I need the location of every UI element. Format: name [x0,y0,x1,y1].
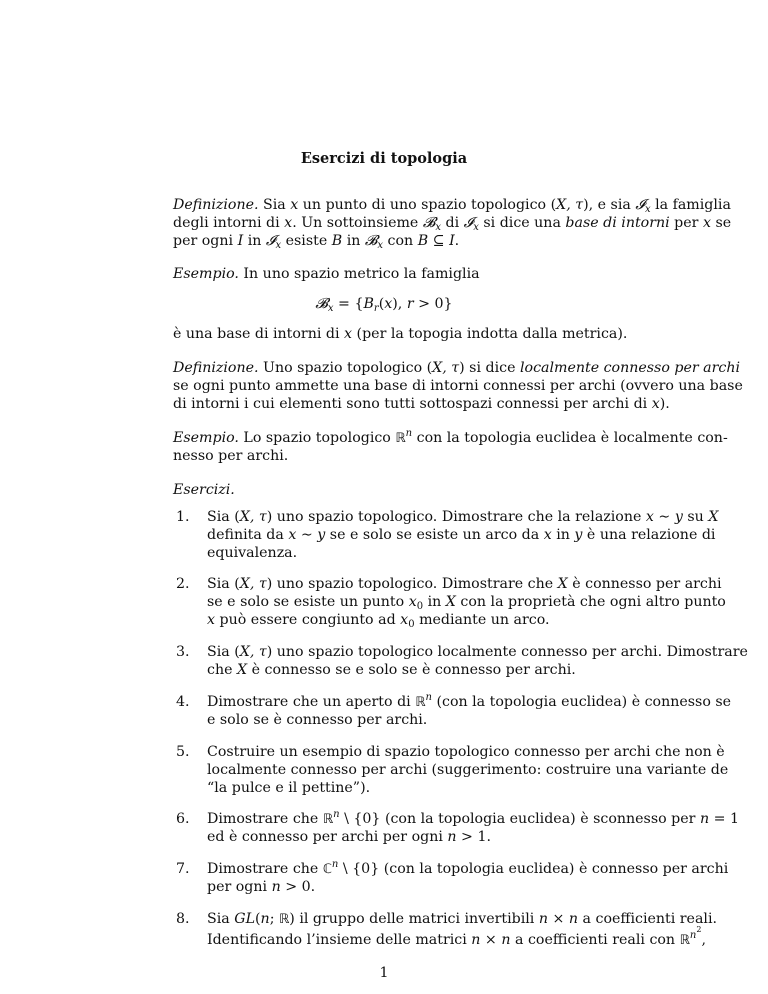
page-title: Esercizi di topologia [300,150,468,167]
exercise-1-line-3: equivalenza. [207,545,298,561]
exercise-4-line-1: Dimostrare che un aperto di ℝ$^n$ (con la topologia euclidea) è connesso se [207,692,732,710]
exercise-5-line-3: “la pulce e il pettine”). [207,780,371,796]
exercise-1-line-2: definita da x ∼ y se e solo se esiste un arco da x in y è una relazione di [207,527,716,543]
exercise-number: 1. [176,509,190,525]
exercise-3-line-2: che X è connesso se e solo se è connesso per archi. [207,662,576,678]
definition-1-line-2: degli intorni di x. Un sottoinsieme 𝓑$_x$ di 𝓘$_x$ si dice una base di intorni per x se [173,215,732,233]
exercises-label: Esercizi. [173,482,235,498]
example-label: Esempio. [173,430,239,446]
exercise-number: 5. [176,744,190,760]
example-1-line-1: Esempio. In uno spazio metrico la famiglia [173,266,480,282]
exercise-2-line-2: se e solo se esiste un punto $x_0$ in X con la proprietà che ogni altro punto [207,594,726,612]
definition-label: Definizione. [173,360,259,376]
exercise-number: 4. [176,694,190,710]
exercise-8-line-1: Sia GL(n; ℝ) il gruppo delle matrici invertibili n × n a coefficienti reali. [207,911,717,927]
exercises-heading [173,481,235,499]
example-1-line-2: è una base di intorni di x (per la topogia indotta dalla metrica). [173,326,628,342]
exercise-number: 7. [176,861,190,877]
exercise-2-line-1: Sia (X, τ) uno spazio topologico. Dimostrare che X è connesso per archi [207,576,722,592]
definition-2-line-1: Definizione. Uno spazio topologico (X, τ) si dice localmente connesso per archi [173,360,741,376]
exercise-number: 6. [176,811,190,827]
exercise-5-line-2: localmente connesso per archi (suggerimento: costruire una variante de [207,762,729,778]
example-2-line-2: nesso per archi. [173,448,289,464]
exercise-7-line-2: per ogni n > 0. [207,879,316,895]
definition-1-line-1: Definizione. Sia x un punto di uno spazio topologico (X, τ), e sia 𝓘$_x$ la famiglia [173,197,731,215]
exercise-1-line-1: Sia (X, τ) uno spazio topologico. Dimostrare che la relazione x ∼ y su X [207,509,719,525]
example-1-formula: 𝓑$_x$ = {$B_r(x)$, r > 0} [315,296,453,314]
exercise-5-line-1: Costruire un esempio di spazio topologico connesso per archi che non è [207,744,725,760]
exercise-6-line-1: Dimostrare che ℝ$^n$ \ {0} (con la topologia euclidea) è sconnesso per n = 1 [207,809,740,827]
exercise-number: 2. [176,576,190,592]
exercise-6-line-2: ed è connesso per archi per ogni n > 1. [207,829,491,845]
exercise-7-line-1: Dimostrare che ℂ$^n$ \ {0} (con la topologia euclidea) è connesso per archi [207,859,729,877]
definition-2-line-3: di intorni i cui elementi sono tutti sottospazi connessi per archi di x). [173,396,670,412]
exercise-2-line-3: x può essere congiunto ad $x_0$ mediante un arco. [207,612,550,630]
exercise-4-line-2: e solo se è connesso per archi. [207,712,428,728]
exercise-3-line-1: Sia (X, τ) uno spazio topologico localmente connesso per archi. Dimostrare [207,644,748,660]
exercise-number: 3. [176,644,190,660]
exercise-8-line-2: Identificando l’insieme delle matrici n × n a coefficienti reali con ℝ$^{n^2}$, [207,925,706,948]
exercise-number: 8. [176,911,190,927]
definition-label: Definizione. [173,197,259,213]
example-label: Esempio. [173,266,239,282]
page-number: 1 [379,965,389,981]
definition-2-line-2: se ogni punto ammette una base di intorni connessi per archi (ovvero una base [173,378,743,394]
example-2-line-1: Esempio. Lo spazio topologico ℝ$^n$ con la topologia euclidea è localmente con- [173,428,728,446]
definition-1-line-3: per ogni I in 𝓘$_x$ esiste B in 𝓑$_x$ con B ⊆ I. [173,233,460,251]
